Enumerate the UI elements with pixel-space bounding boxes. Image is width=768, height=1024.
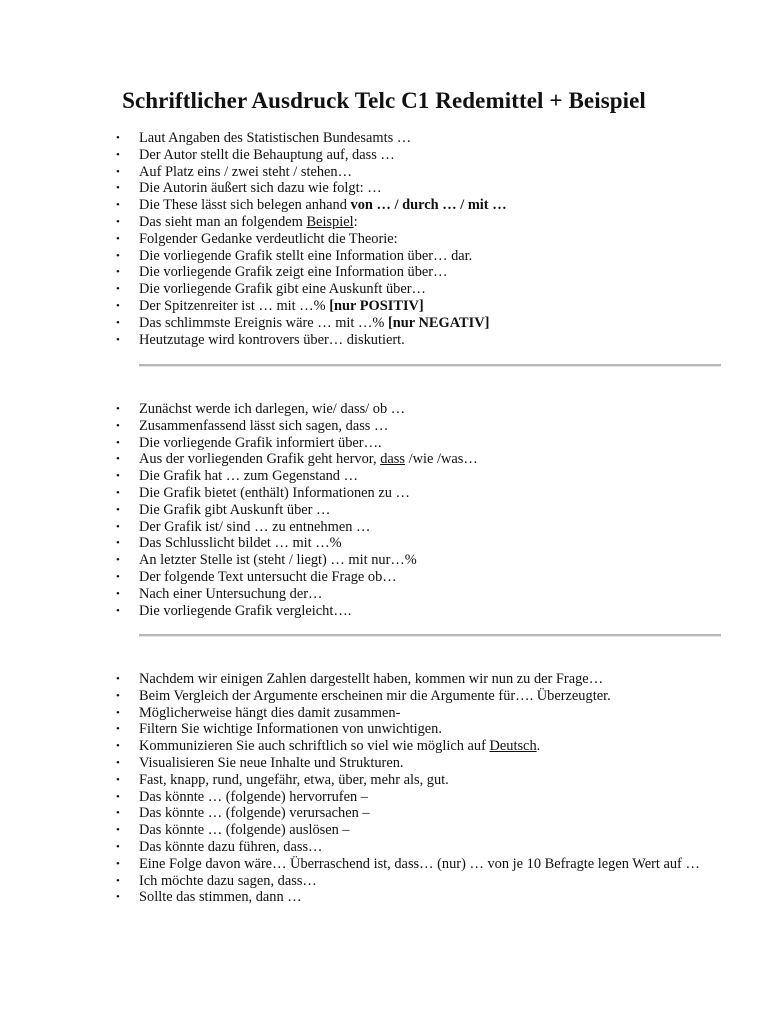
list-item (0, 435, 700, 452)
list-item (0, 586, 700, 603)
bullet-icon: • (116, 807, 120, 820)
item-text: An letzter Stelle ist (steht / liegt) … mit nur…% (139, 552, 417, 569)
bullet-icon: • (116, 486, 120, 499)
item-text: Eine Folge davon wäre… Überraschend ist, dass… (nur) … von je 10 Befragte legen Wert auf … (139, 855, 700, 872)
list-item (0, 671, 700, 688)
item-text: Der Autor stellt die Behauptung auf, dass … (139, 146, 395, 163)
list-item (0, 569, 700, 586)
item-text: Die These lässt sich belegen anhand (139, 197, 351, 214)
item-text: Der Grafik ist/ sind … zu entnehmen … (139, 518, 371, 535)
item-text: Visualisieren Sie neue Inhalte und Strukturen. (139, 754, 404, 771)
list-item (0, 147, 700, 164)
item-text: Die Autorin äußert sich dazu wie folgt: … (139, 180, 382, 197)
item-text: Die vorliegende Grafik gibt eine Auskunft über… (139, 281, 426, 298)
document-title: Schriftlicher Ausdruck Telc C1 Redemittel + Beispiel (122, 88, 646, 113)
bullet-icon: • (116, 587, 120, 600)
bullet-icon: • (116, 756, 120, 769)
bullet-icon: • (116, 333, 120, 346)
list-item (0, 535, 700, 552)
list-item (0, 231, 700, 248)
list-item (0, 451, 700, 468)
list-item (0, 130, 700, 147)
item-text: Das sieht man an folgendem (139, 213, 307, 230)
bullet-icon: • (116, 689, 120, 702)
list-item (0, 772, 700, 789)
item-text: Das schlimmste Ereignis wäre … mit …% (139, 314, 388, 331)
bullet-icon: • (116, 706, 120, 719)
item-text: Die Grafik bietet (enthält) Informationen zu … (139, 484, 410, 501)
list-item (0, 248, 700, 265)
bullet-icon: • (116, 403, 120, 415)
bullet-icon: • (116, 520, 120, 533)
bullet-icon: • (116, 470, 120, 483)
item-text: Das Schlusslicht bildet … mit …% (139, 535, 342, 552)
phrase-list-3 (0, 671, 700, 906)
item-text: Möglicherweise hängt dies damit zusammen- (139, 704, 401, 721)
item-text: /wie /was… (404, 451, 478, 468)
bullet-icon: • (116, 790, 120, 803)
item-text: Heutzutage wird kontrovers über… diskutiert. (139, 331, 405, 348)
list-item (0, 180, 700, 197)
item-text: Das könnte dazu führen, dass… (139, 838, 323, 855)
list-item (0, 418, 700, 435)
bullet-icon: • (116, 604, 120, 617)
bullet-icon: • (116, 537, 120, 550)
bullet-icon: • (116, 773, 120, 786)
bullet-icon: • (116, 283, 120, 296)
item-text: Zunächst werde ich darlegen, wie/ dass/ ob … (139, 401, 406, 417)
bullet-icon: • (116, 673, 120, 685)
item-text: Das könnte … (folgende) auslösen – (139, 822, 350, 839)
list-item (0, 264, 700, 281)
list-item (0, 889, 700, 906)
bullet-icon: • (116, 740, 120, 753)
list-item (0, 502, 700, 519)
item-text: Zusammenfassend lässt sich sagen, dass … (139, 417, 389, 434)
list-item (0, 315, 700, 332)
underlined-text: Deutsch (489, 738, 537, 755)
item-text: Folgender Gedanke verdeutlicht die Theorie: (139, 230, 398, 247)
list-item (0, 873, 700, 890)
item-text: Sollte das stimmen, dann … (139, 889, 302, 906)
horizontal-rule (139, 634, 721, 637)
item-text: Fast, knapp, rund, ungefähr, etwa, über, mehr als, gut. (139, 771, 449, 788)
bullet-icon: • (116, 891, 120, 904)
item-text: Das könnte … (folgende) hervorrufen – (139, 788, 368, 805)
bullet-icon: • (116, 266, 120, 279)
item-text: . (536, 738, 541, 755)
item-text: Kommunizieren Sie auch schriftlich so viel wie möglich auf (139, 738, 490, 755)
bullet-icon: • (116, 840, 120, 853)
list-item (0, 822, 700, 839)
list-item (0, 298, 700, 315)
list-item (0, 705, 700, 722)
bullet-icon: • (116, 857, 120, 870)
list-item (0, 468, 700, 485)
list-item (0, 603, 700, 620)
item-text: Die Grafik hat … zum Gegenstand … (139, 468, 358, 485)
bullet-icon: • (116, 249, 120, 262)
phrase-list-1 (0, 130, 700, 348)
list-item (0, 281, 700, 298)
bullet-icon: • (116, 132, 120, 144)
bullet-icon: • (116, 232, 120, 245)
horizontal-rule (139, 364, 721, 367)
bullet-icon: • (116, 570, 120, 583)
bullet-icon: • (116, 874, 120, 887)
list-item (0, 214, 700, 231)
item-text: Auf Platz eins / zwei steht / stehen… (139, 163, 353, 180)
list-item (0, 332, 700, 349)
list-item (0, 755, 700, 772)
item-text: Laut Angaben des Statistischen Bundesamts … (139, 130, 412, 146)
list-item (0, 197, 700, 214)
bullet-icon: • (116, 436, 120, 449)
list-item (0, 164, 700, 181)
bold-text: von … / durch … / mit … (350, 197, 507, 214)
bullet-icon: • (116, 182, 120, 195)
list-item (0, 789, 700, 806)
list-item (0, 485, 700, 502)
bullet-icon: • (116, 165, 120, 178)
item-text: Die vorliegende Grafik vergleicht…. (139, 602, 352, 619)
bullet-icon: • (116, 419, 120, 432)
bold-text: [nur POSITIV] (329, 297, 424, 314)
bullet-icon: • (116, 299, 120, 312)
item-text: Die vorliegende Grafik zeigt eine Information über… (139, 264, 448, 281)
list-item (0, 738, 700, 755)
list-item (0, 552, 700, 569)
item-text: Das könnte … (folgende) verursachen – (139, 805, 370, 822)
bullet-icon: • (116, 723, 120, 736)
bullet-icon: • (116, 148, 120, 161)
bullet-icon: • (116, 215, 120, 228)
bullet-icon: • (116, 503, 120, 516)
bullet-icon: • (116, 824, 120, 837)
item-text: : (353, 213, 358, 230)
item-text: Die vorliegende Grafik informiert über…. (139, 434, 382, 451)
list-item (0, 856, 700, 873)
item-text: Der Spitzenreiter ist … mit …% (139, 297, 330, 314)
bold-text: [nur NEGATIV] (388, 314, 490, 331)
item-text: Beim Vergleich der Argumente erscheinen mir die Argumente für…. Überzeugter. (139, 687, 611, 704)
list-item (0, 721, 700, 738)
item-text: Nach einer Untersuchung der… (139, 585, 323, 602)
list-item (0, 401, 700, 418)
item-text: Nachdem wir einigen Zahlen dargestellt haben, kommen wir nun zu der Frage… (139, 671, 604, 687)
item-text: Die Grafik gibt Auskunft über … (139, 501, 331, 518)
bullet-icon: • (116, 199, 120, 212)
list-item (0, 805, 700, 822)
bullet-icon: • (116, 316, 120, 329)
item-text: Die vorliegende Grafik stellt eine Information über… dar. (139, 247, 473, 264)
underlined-text: dass (380, 451, 405, 468)
item-text: Aus der vorliegenden Grafik geht hervor, (139, 451, 381, 468)
phrase-list-2 (0, 401, 700, 619)
list-item (0, 519, 700, 536)
item-text: Der folgende Text untersucht die Frage ob… (139, 568, 397, 585)
list-item (0, 839, 700, 856)
item-text: Ich möchte dazu sagen, dass… (139, 872, 317, 889)
item-text: Filtern Sie wichtige Informationen von unwichtigen. (139, 721, 442, 738)
bullet-icon: • (116, 453, 120, 466)
underlined-text: Beispiel (306, 213, 354, 230)
bullet-icon: • (116, 554, 120, 567)
list-item (0, 688, 700, 705)
